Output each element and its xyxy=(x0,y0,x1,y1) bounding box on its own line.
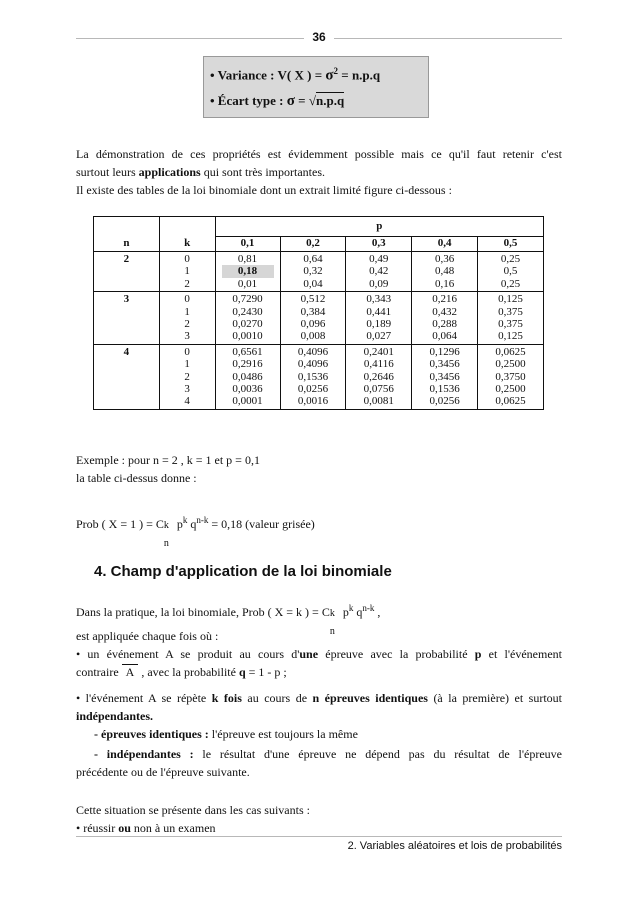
page-number: 36 xyxy=(312,30,326,44)
probability-value: 0,441 xyxy=(366,305,392,318)
bold-text: - épreuves identiques : xyxy=(94,727,209,741)
probability-value: 0,216 xyxy=(432,293,458,306)
probability-value: 0,0625 xyxy=(495,345,526,358)
variance-exponent: 2 xyxy=(333,66,339,76)
probability-column xyxy=(346,252,412,292)
bold-text: ou xyxy=(118,821,131,835)
probability-value: 0,375 xyxy=(498,318,523,331)
text: l'épreuve est toujours la même xyxy=(208,727,358,741)
probability-value: 0,189 xyxy=(366,318,392,331)
probability-value xyxy=(216,265,280,277)
text: • l'événement A se répète xyxy=(76,691,212,705)
p-term: p xyxy=(173,517,183,531)
text: = 1 - p ; xyxy=(245,665,287,679)
probability-value: 0,48 xyxy=(435,265,455,278)
c-subscript: n xyxy=(329,626,335,637)
probability-value: 0,0036 xyxy=(232,383,263,396)
probability-value: 0,0016 xyxy=(297,395,329,408)
probability-value: 0,343 xyxy=(366,293,392,306)
probability-value: 0,027 xyxy=(366,330,392,343)
k-value: 0 xyxy=(184,253,190,265)
variance-suffix: = n.p.q xyxy=(338,67,381,83)
formula-box xyxy=(203,56,429,118)
square-root-icon: √ xyxy=(308,93,316,108)
applications-bold: applications xyxy=(138,165,201,179)
bullet-2-line-1 xyxy=(76,690,562,707)
probability-value: 0,16 xyxy=(435,277,455,290)
bullet-1-line-1 xyxy=(76,646,562,663)
section-heading: 4. Champ d'application de la loi binomiale xyxy=(94,563,392,580)
q-exponent: n-k xyxy=(196,515,209,525)
probability-value: 0,2430 xyxy=(232,305,263,318)
p-value-header: 0,3 xyxy=(346,237,412,252)
q-term: q xyxy=(187,517,197,531)
probability-value: 0,3456 xyxy=(429,358,460,371)
probability-value: 0,2500 xyxy=(495,383,526,396)
probability-column xyxy=(412,344,478,409)
highlighted-probability-value: 0,18 xyxy=(222,265,274,277)
k-values xyxy=(159,344,215,409)
probability-value: 0,0486 xyxy=(232,370,263,383)
k-value: 2 xyxy=(184,318,190,331)
probability-column xyxy=(280,252,346,292)
k-value: 1 xyxy=(184,265,190,278)
probability-column xyxy=(478,344,544,409)
text: au cours de xyxy=(241,691,313,705)
p-value-header: 0,4 xyxy=(412,237,478,252)
probability-value: 0,64 xyxy=(303,253,323,265)
definition-1 xyxy=(94,726,562,743)
probability-value: 0,2500 xyxy=(495,358,526,371)
k-value: 0 xyxy=(184,293,190,306)
example-line-1: Exemple : pour n = 2 , k = 1 et p = 0,1 xyxy=(76,453,260,467)
k-value: 3 xyxy=(184,383,190,396)
prob-text: Prob ( X = 1 ) = C xyxy=(76,517,164,531)
probability-value: 0,008 xyxy=(300,330,326,343)
text: • un événement A se produit au cours d' xyxy=(76,647,300,661)
footer-rule xyxy=(76,836,562,837)
p-value-header: 0,1 xyxy=(215,237,280,252)
probability-value: 0,1536 xyxy=(297,370,329,383)
probability-value: 0,1296 xyxy=(429,345,460,358)
probability-value: 0,0001 xyxy=(232,395,263,408)
probability-value: 0,3750 xyxy=(495,370,526,383)
header-empty-cell xyxy=(159,217,215,237)
probability-value: 0,09 xyxy=(369,277,389,290)
text: , avec la probabilité xyxy=(138,665,239,679)
prob-text: Dans la pratique, la loi binomiale, Prob ( X = k ) = C xyxy=(76,605,330,619)
intro-text: surtout leurs xyxy=(76,165,139,179)
variance-formula xyxy=(210,66,380,84)
bold-text: une xyxy=(299,647,319,661)
probability-value: 0,375 xyxy=(498,305,523,318)
intro-line-2 xyxy=(76,164,562,181)
probability-value: 0,512 xyxy=(300,293,326,306)
n-value: 3 xyxy=(94,292,160,345)
p-value-header: 0,2 xyxy=(280,237,346,252)
k-value: 1 xyxy=(184,305,190,318)
probability-value: 0,36 xyxy=(435,253,455,265)
intro-line-1: La démonstration de ces propriétés est évidemment possible mais ce qu'il faut retenir c'est xyxy=(76,147,562,161)
table-row-group xyxy=(94,292,544,345)
definition-2-line-2: précédente ou de l'épreuve suivante. xyxy=(76,765,250,779)
bold-text: k fois xyxy=(211,691,242,705)
probability-value: 0,0270 xyxy=(232,318,263,331)
probability-column xyxy=(478,292,544,345)
probability-value: 0,25 xyxy=(500,277,521,290)
probability-value: 0,32 xyxy=(303,265,323,278)
probability-column xyxy=(346,292,412,345)
probability-value: 0,0256 xyxy=(429,395,460,408)
example-line-2: la table ci-dessus donne : xyxy=(76,471,197,485)
probability-value: 0,125 xyxy=(498,330,523,343)
probability-column xyxy=(412,292,478,345)
comma: , xyxy=(374,605,381,619)
probability-value: 0,432 xyxy=(432,305,458,318)
bullet-2-line-2: indépendantes. xyxy=(76,709,154,723)
probability-column xyxy=(478,252,544,292)
n-header: n xyxy=(94,237,160,252)
text: le résultat d'une épreuve ne dépend pas du résultat de l'épreuve xyxy=(193,747,562,761)
text: non à un examen xyxy=(130,821,216,835)
probability-value: 0,0081 xyxy=(363,395,394,408)
text: épreuve avec la probabilité xyxy=(318,647,475,661)
probability-value: 0,2401 xyxy=(363,345,394,358)
probability-value: 0,064 xyxy=(432,330,458,343)
k-value: 1 xyxy=(184,358,190,371)
probability-value: 0,2916 xyxy=(232,358,263,371)
p-exponent: k xyxy=(348,603,354,613)
n-value: 2 xyxy=(94,252,160,292)
intro-text: qui sont très importantes. xyxy=(200,165,326,179)
k-value: 4 xyxy=(184,395,190,408)
section4-line-2: est appliquée chaque fois où : xyxy=(76,629,219,643)
p-exponent: k xyxy=(182,515,188,525)
probability-value: 0,0010 xyxy=(232,330,263,343)
intro-line-3: Il existe des tables de la loi binomiale dont un extrait limité figure ci-dessous : xyxy=(76,183,452,197)
probability-column xyxy=(280,344,346,409)
ecart-equals: = xyxy=(294,93,309,108)
sigma-symbol: σ xyxy=(325,67,334,84)
binomial-table xyxy=(93,216,544,410)
probability-value: 0,01 xyxy=(237,277,258,290)
p-value-header: 0,5 xyxy=(478,237,544,252)
bold-text: p xyxy=(474,647,482,661)
probability-value: 0,7290 xyxy=(232,293,263,306)
k-value: 0 xyxy=(184,345,190,358)
probability-value: 0,04 xyxy=(303,277,323,290)
probability-value: 0,42 xyxy=(369,265,389,278)
k-value: 2 xyxy=(184,277,190,290)
ecart-prefix: • Écart type : xyxy=(210,93,287,108)
header-empty-cell xyxy=(94,217,160,237)
text: (à la première) et surtout xyxy=(427,691,562,705)
table-row-group xyxy=(94,252,544,292)
table-row-group xyxy=(94,344,544,409)
p-term: p xyxy=(339,605,349,619)
k-value: 2 xyxy=(184,370,190,383)
probability-value: 0,384 xyxy=(300,305,326,318)
probability-value: 0,4116 xyxy=(363,358,394,371)
c-superscript: k xyxy=(329,608,335,619)
q-exponent: n-k xyxy=(362,603,375,613)
probability-value: 0,288 xyxy=(432,318,458,331)
probability-column xyxy=(215,292,280,345)
cases-intro: Cette situation se présente dans les cas suivants : xyxy=(76,803,310,817)
k-value: 3 xyxy=(184,330,190,343)
probability-value: 0,81 xyxy=(237,253,258,265)
case-1 xyxy=(76,820,562,837)
c-subscript: n xyxy=(163,538,169,549)
probability-column xyxy=(215,252,280,292)
probability-value: 0,3456 xyxy=(429,370,460,383)
text: contraire xyxy=(76,665,122,679)
probability-value: 0,2646 xyxy=(363,370,394,383)
probability-value: 0,125 xyxy=(498,293,523,306)
text: • réussir xyxy=(76,821,119,835)
bold-text: n épreuves identiques xyxy=(312,691,428,705)
probability-value: 0,0756 xyxy=(363,383,394,396)
variance-prefix: • Variance : V( X ) = xyxy=(210,67,326,83)
sigma-symbol: σ xyxy=(286,93,295,109)
probability-column xyxy=(346,344,412,409)
page-footer: 2. Variables aléatoires et lois de probabilités xyxy=(347,840,562,852)
radicand: n.p.q xyxy=(315,93,345,108)
probability-value: 0,0625 xyxy=(495,395,526,408)
probability-value: 0,4096 xyxy=(297,358,329,371)
bullet-1-line-2 xyxy=(76,664,562,681)
probability-value: 0,25 xyxy=(500,253,521,265)
k-values xyxy=(159,252,215,292)
complement-a: A xyxy=(122,664,139,679)
probability-value: 0,6561 xyxy=(232,345,263,358)
n-value: 4 xyxy=(94,344,160,409)
probability-column xyxy=(412,252,478,292)
std-dev-formula xyxy=(210,93,344,110)
c-superscript: k xyxy=(163,520,169,531)
probability-value: 0,096 xyxy=(300,318,326,331)
definition-2 xyxy=(94,746,562,763)
k-values xyxy=(159,292,215,345)
probability-value: 0,1536 xyxy=(429,383,460,396)
header-rule-right xyxy=(334,38,562,39)
probability-value: 0,0256 xyxy=(297,383,329,396)
probability-column xyxy=(280,292,346,345)
probability-value: 0,4096 xyxy=(297,345,329,358)
text: et l'événement xyxy=(481,647,562,661)
p-header: p xyxy=(215,217,543,237)
q-term: q xyxy=(353,605,363,619)
bold-text: q xyxy=(238,665,246,679)
prob-result: = 0,18 (valeur grisée) xyxy=(208,517,315,531)
probability-value: 0,5 xyxy=(503,265,518,278)
probability-column xyxy=(215,344,280,409)
bold-text: - indépendantes : xyxy=(94,747,194,761)
probability-value: 0,49 xyxy=(369,253,389,265)
example-probability xyxy=(76,510,562,549)
k-header: k xyxy=(159,237,215,252)
